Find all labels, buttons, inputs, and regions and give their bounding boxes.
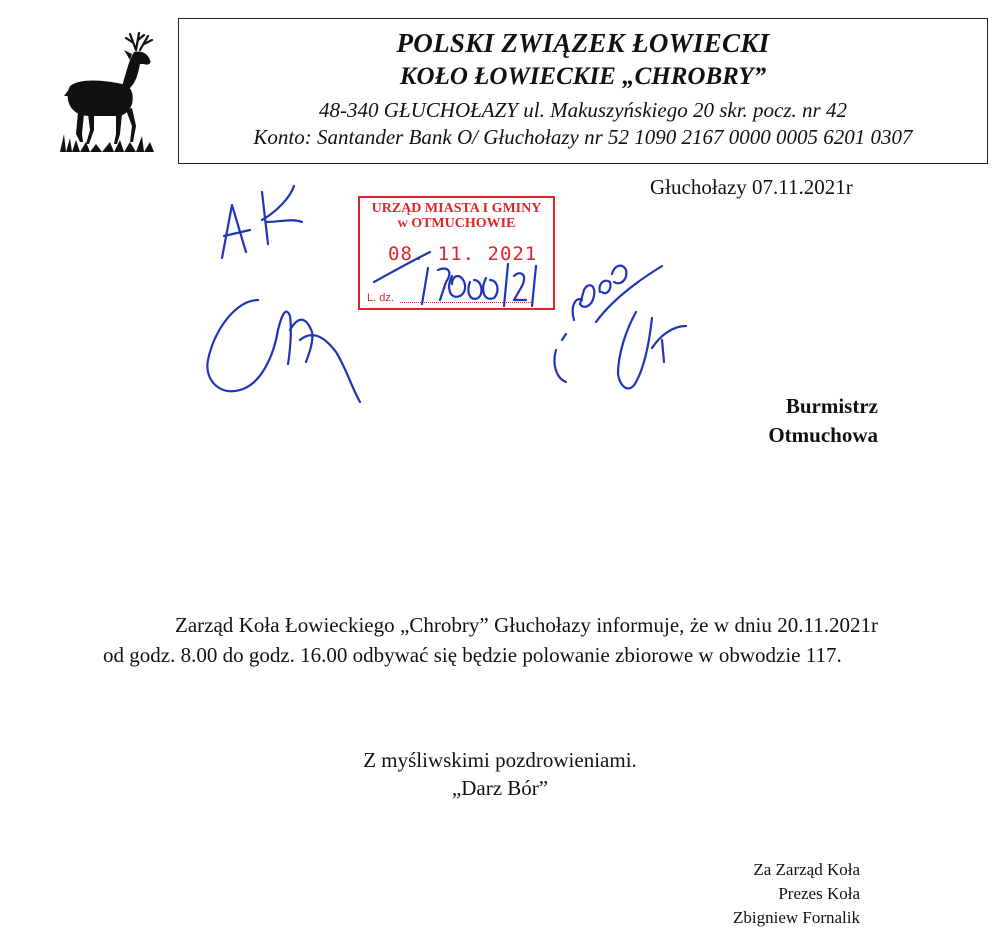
letter-date: Głuchołazy 07.11.2021r [650, 175, 853, 199]
registry-stamp [358, 196, 555, 310]
stamp-dotted-line [400, 302, 533, 303]
stamp-date: 08. 11. 2021 [388, 243, 538, 265]
letter-body: Zarząd Koła Łowieckiego „Chrobry” Głuchołazy informuje, że w dniu 20.11.2021r od godz. 8.00 do godz. 16.00 odbywać się będzie polowanie zbiorowe w obwodzie 117. [103, 613, 878, 667]
stamp-office-name [360, 201, 553, 231]
handwritten-note-right [554, 266, 662, 382]
stamp-ld-label: L. dz. [367, 292, 394, 304]
signature-role: Prezes Koła [778, 884, 860, 903]
recipient-office: Otmuchowa [768, 423, 878, 447]
organization-name: POLSKI ZWIĄZEK ŁOWIECKI [396, 28, 770, 58]
stamp-line-1: URZĄD MIASTA I GMINY [371, 201, 542, 216]
handwritten-mark-right [618, 312, 686, 388]
deer-icon [56, 30, 160, 154]
stamp-line-2: w OTMUCHOWIE [397, 216, 516, 231]
handwritten-initials-AK [222, 186, 302, 258]
bank-account: Konto: Santander Bank O/ Głuchołazy nr 52 1090 2167 0000 0005 6201 0307 [253, 125, 913, 149]
signature-on-behalf: Za Zarząd Koła [753, 860, 860, 879]
closing-greeting: Z myśliwskimi pozdrowieniami. [363, 748, 637, 772]
signature-name: Zbigniew Fornalik [732, 908, 860, 927]
handwritten-signature-left [207, 300, 360, 402]
club-address: 48-340 GŁUCHOŁAZY ul. Makuszyńskiego 20 skr. pocz. nr 42 [319, 98, 847, 122]
club-name: KOŁO ŁOWIECKIE „CHROBRY” [399, 63, 767, 90]
closing-motto: „Darz Bór” [451, 776, 549, 800]
recipient-title: Burmistrz [785, 394, 878, 418]
